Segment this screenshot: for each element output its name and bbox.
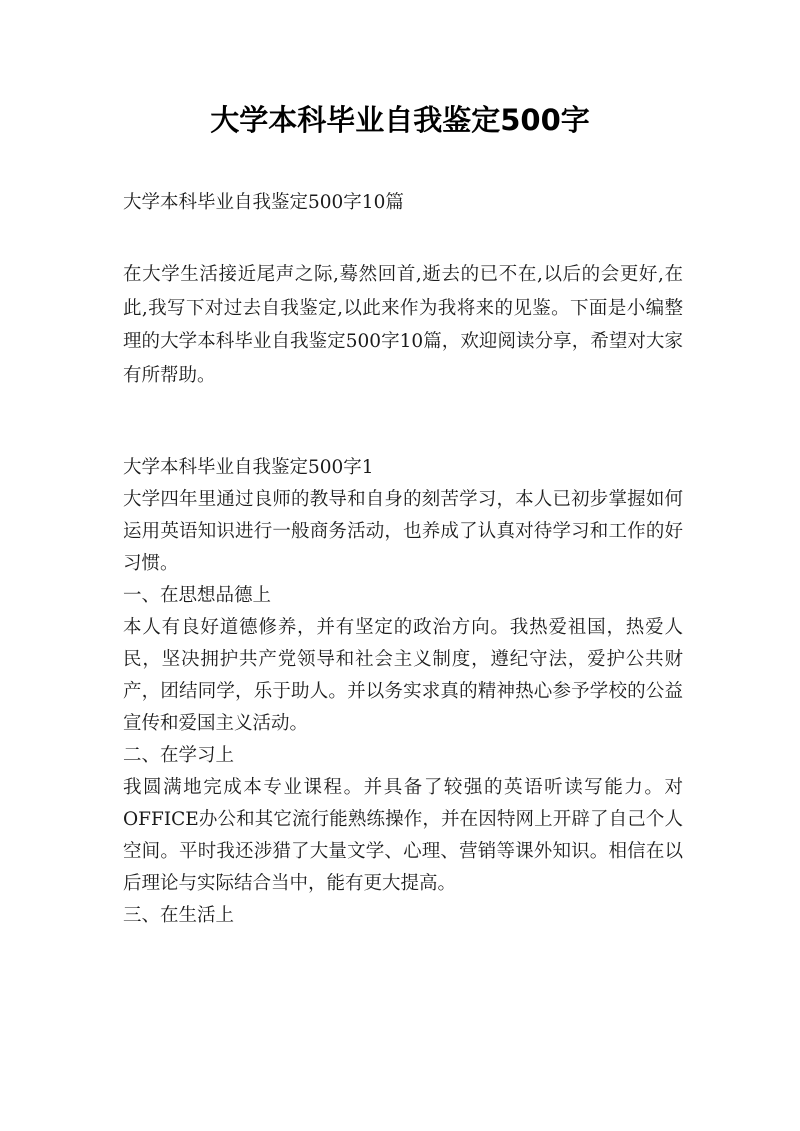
- intro-paragraph: 在大学生活接近尾声之际,蓦然回首,逝去的已不在,以后的会更好,在此,我写下对过去自我鉴定,以此来作为我将来的见鉴。下面是小编整理的大学本科毕业自我鉴定500字10篇，欢迎阅读分享，希望对大家有所帮助。: [123, 264, 683, 386]
- section-paragraph-intro: 大学四年里通过良师的教导和自身的刻苦学习，本人已初步掌握如何运用英语知识进行一般商务活动，也养成了认真对待学习和工作的好习惯。: [123, 489, 683, 574]
- subheading-morality: 一、在思想品德上: [123, 585, 272, 606]
- subheading-life: 三、在生活上: [123, 905, 235, 926]
- essay-section-1: [123, 452, 683, 932]
- document-title: 大学本科毕业自我鉴定500字: [210, 103, 590, 137]
- section-heading: 大学本科毕业自我鉴定500字1: [123, 457, 374, 478]
- document-subtitle: 大学本科毕业自我鉴定500字10篇: [123, 192, 404, 213]
- paragraph-morality: 本人有良好道德修养，并有坚定的政治方向。我热爱祖国，热爱人民，坚决拥护共产党领导和社会主义制度，遵纪守法，爱护公共财产，团结同学，乐于助人。并以务实求真的精神热心参予学校的公益宣传和爱国主义活动。: [123, 617, 683, 734]
- subheading-study: 二、在学习上: [123, 745, 235, 766]
- paragraph-study: 我圆满地完成本专业课程。并具备了较强的英语听读写能力。对OFFICE办公和其它流行能熟练操作，并在因特网上开辟了自己个人空间。平时我还涉猎了大量文学、心理、营销等课外知识。相信在以后理论与实际结合当中，能有更大提高。: [123, 777, 683, 894]
